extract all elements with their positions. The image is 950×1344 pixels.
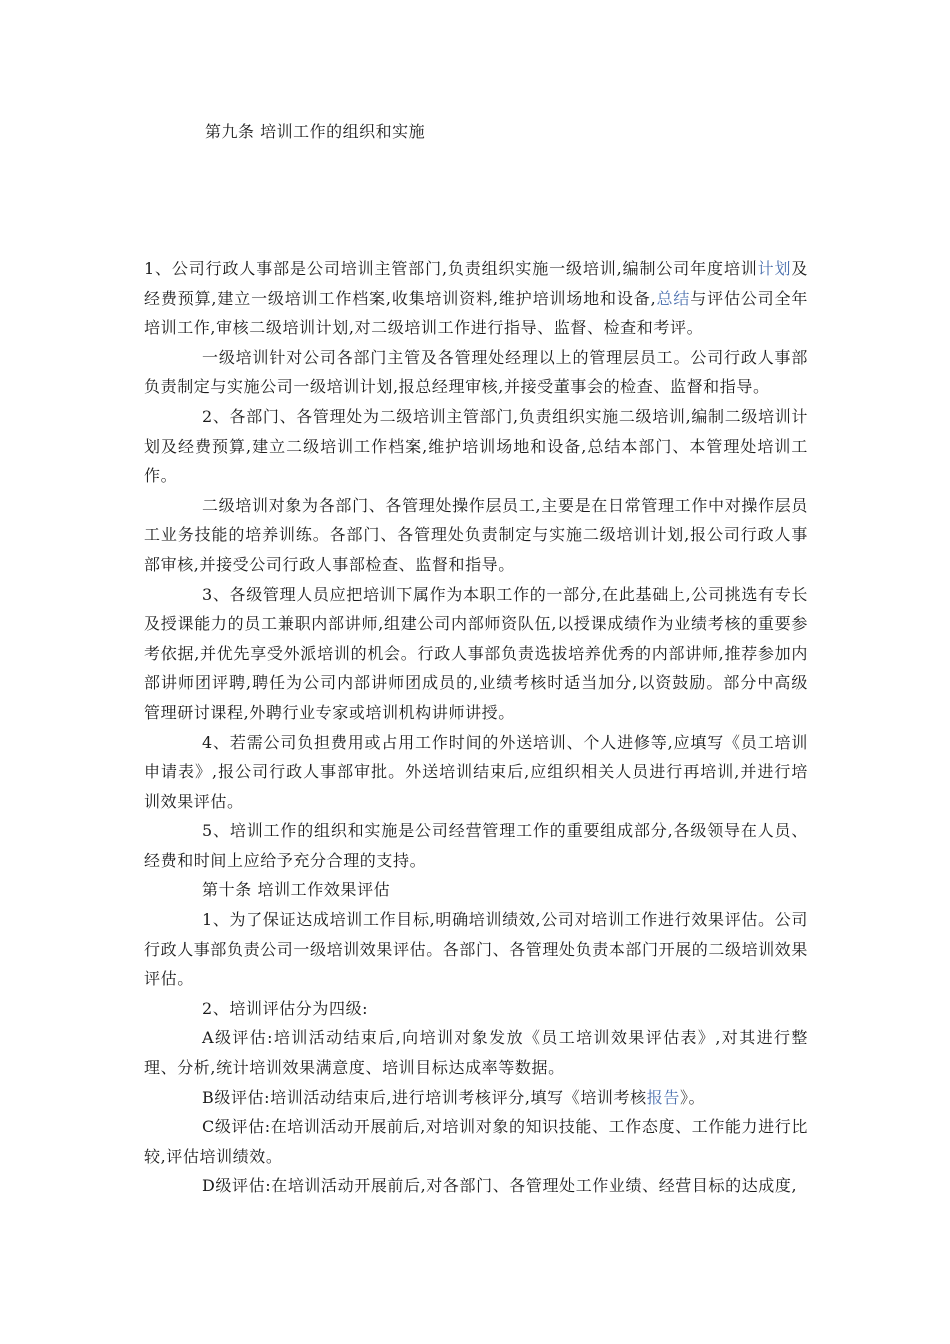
paragraph-1-text-c: 与评估公司全年培训工作,审核二级培训计划,对二级培训工作进行指导、监督、检查和考评。 (144, 288, 808, 338)
paragraph-7: 5、培训工作的组织和实施是公司经营管理工作的重要组成部分,各级领导在人员、经费和时间上应给予充分合理的支持。 (144, 821, 808, 870)
paragraph-3: 2、各部门、各管理处为二级培训主管部门,负责组织实施二级培训,编制二级培训计划及经费预算,建立二级培训工作档案,维护培训场地和设备,总结本部门、本管理处培训工作。 (144, 406, 808, 486)
report-link[interactable]: 报告 (646, 1087, 680, 1107)
paragraph-4: 二级培训对象为各部门、各管理处操作层员工,主要是在日常管理工作中对操作层员工业务技能的培养训练。各部门、各管理处负责制定与实施二级培训计划,报公司行政人事部审核,并接受公司行政人事部检查、监督和指导。 (144, 495, 808, 574)
plan-link[interactable]: 计划 (757, 259, 792, 278)
paragraph-level-b-text-a: B级评估:培训活动结束后,进行培训考核评分,填写《培训考核 (202, 1087, 647, 1107)
paragraph-10: 2、培训评估分为四级: (202, 998, 369, 1018)
document-body (144, 254, 808, 1201)
paragraph-level-b (144, 1083, 808, 1113)
summary-link[interactable]: 总结 (656, 288, 691, 308)
paragraph-1 (144, 254, 808, 343)
paragraph-1-text-a: 1、公司行政人事部是公司培训主管部门,负责组织实施一级培训,编制公司年度培训 (144, 259, 758, 278)
paragraph-9: 1、为了保证达成培训工作目标,明确培训绩效,公司对培训工作进行效果评估。公司行政人事部负责公司一级培训效果评估。各部门、各管理处负责本部门开展的二级培训效果评估。 (144, 910, 809, 989)
section-heading-article-10: 第十条 培训工作效果评估 (202, 880, 391, 900)
paragraph-6: 4、若需公司负担费用或占用工作时间的外送培训、个人进修等,应填写《员工培训申请表》,报公司行政人事部审批。外送培训结束后,应组织相关人员进行再培训,并进行培训效果评估。 (144, 732, 808, 811)
paragraph-level-b-text-b: 》。 (679, 1087, 706, 1107)
paragraph-level-c: C级评估:在培训活动开展前后,对培训对象的知识技能、工作态度、工作能力进行比较,评估培训绩效。 (144, 1117, 808, 1166)
paragraph-level-a: A级评估:培训活动结束后,向培训对象发放《员工培训效果评估表》,对其进行整理、分析,统计培训效果满意度、培训目标达成率等数据。 (144, 1028, 808, 1078)
section-heading-article-9: 第九条 培训工作的组织和实施 (205, 122, 426, 141)
paragraph-2: 一级培训针对公司各部门主管及各管理处经理以上的管理层员工。公司行政人事部负责制定与实施公司一级培训计划,报总经理审核,并接受董事会的检查、监督和指导。 (144, 347, 808, 397)
paragraph-level-d: D级评估:在培训活动开展前后,对各部门、各管理处工作业绩、经营目标的达成度, (202, 1176, 798, 1196)
paragraph-1-text-b: 及经费预算,建立一级培训工作档案,收集培训资料,维护培训场地和设备, (144, 259, 809, 308)
paragraph-5: 3、各级管理人员应把培训下属作为本职工作的一部分,在此基础上,公司挑选有专长及授课能力的员工兼职内部讲师,组建公司内部师资队伍,以授课成绩作为业绩考核的重要参考依据,并优先享受外派培训的机会。行政人事部负责选拔培养优秀的内部讲师,推荐参加内部讲师团评聘,聘任为公司内部讲师团成员的,业绩考核时适当加分,以资鼓励。部分中高级管理研讨课程,外聘行业专家或培训机构讲师讲授。 (144, 584, 808, 722)
